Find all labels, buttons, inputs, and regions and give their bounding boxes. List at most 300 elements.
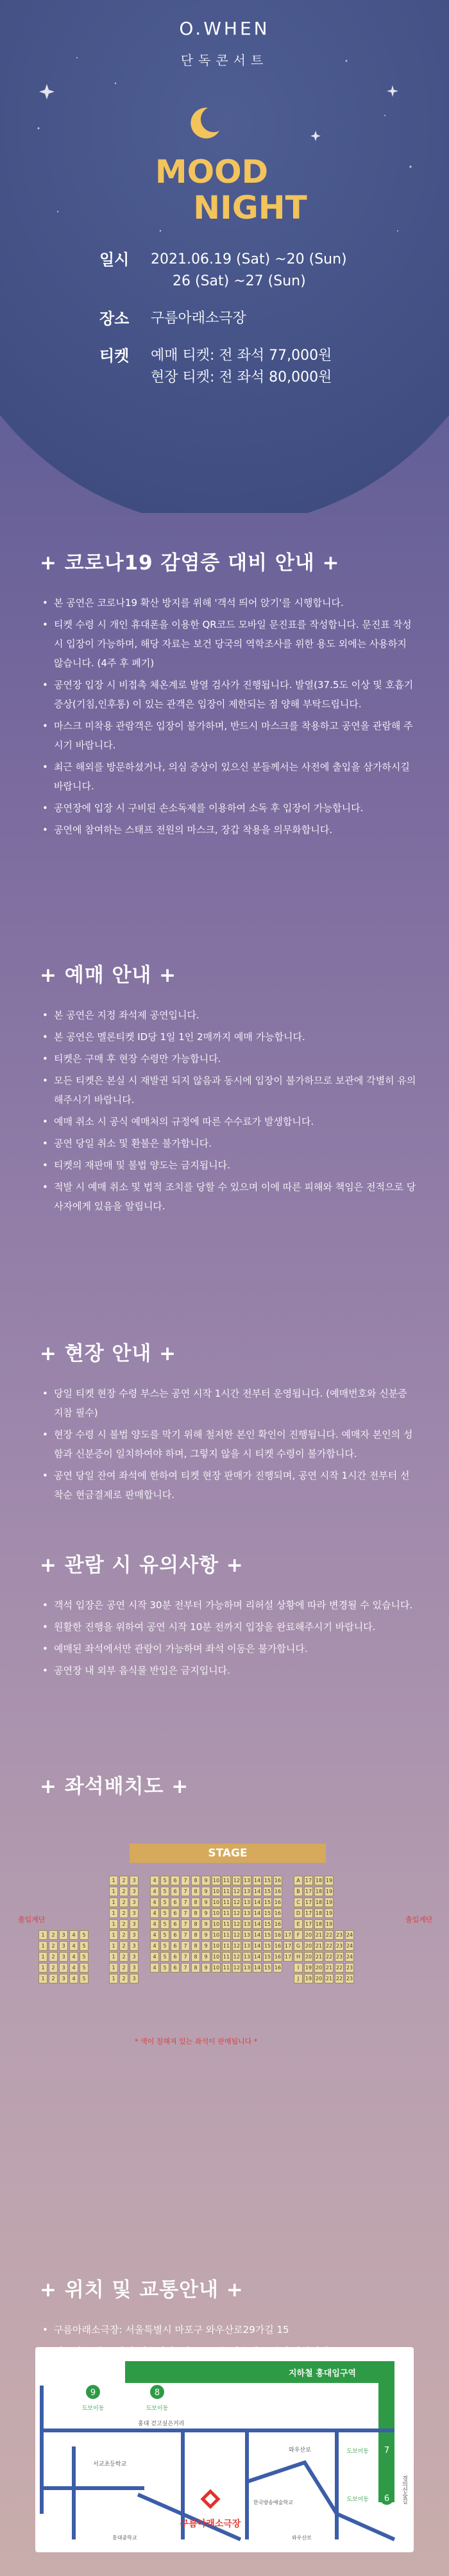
seat (140, 1919, 149, 1929)
seat: 7 (181, 1876, 190, 1885)
stage: STAGE (130, 1844, 326, 1863)
seat: 4 (150, 1898, 159, 1907)
info-value: 구름아래소극장 (151, 310, 246, 326)
seat: 6 (171, 1930, 180, 1940)
seat (284, 1963, 292, 1973)
seat: 13 (242, 1887, 251, 1896)
seat: 5 (160, 1963, 169, 1973)
seat: 17 (284, 1930, 292, 1940)
location-map (35, 2347, 414, 2552)
seat: C (294, 1898, 303, 1907)
list-item: • 예매 취소 시 공식 예매처의 규정에 따른 수수료가 발생합니다. (40, 1112, 418, 1131)
list-item: • 객석 입장은 공연 시작 30분 전부터 가능하며 리허설 상황에 따라 변경될 수 있습니다. (40, 1595, 418, 1615)
logo-line-1: MOOD (155, 153, 269, 190)
seat: 2 (49, 1930, 58, 1940)
seat: 3 (130, 1952, 139, 1962)
seat (171, 1974, 180, 1983)
seat: 6 (171, 1963, 180, 1973)
list-item: • 공연 당일 잔여 좌석에 한하여 티켓 현장 판매가 진행되며, 공연 시작 1시간 전부터 선착순 현금결제로 판매합니다. (40, 1466, 418, 1504)
seat: 19 (325, 1898, 334, 1907)
seat: 20 (314, 1974, 323, 1983)
seat: 6 (171, 1898, 180, 1907)
seat: 3 (59, 1963, 68, 1973)
seat: 16 (273, 1930, 282, 1940)
seat: 6 (171, 1952, 180, 1962)
side-label-right: 출입계단 (405, 1915, 433, 1924)
seat (284, 1919, 292, 1929)
seat: 23 (345, 1963, 354, 1973)
list-item: • 원활한 진행을 위하여 공연 시작 10분 전까지 입장을 완료해주시기 바랍니다. (40, 1617, 418, 1637)
seat: 4 (69, 1963, 78, 1973)
seat: 22 (335, 1974, 344, 1983)
side-label-left: 출입계단 (18, 1915, 46, 1924)
list-item: • 본 공연은 코로나19 확산 방지를 위해 '객석 띄어 앉기'를 시행합니다. (40, 593, 418, 612)
seat: 2 (49, 1963, 58, 1973)
seat: 7 (181, 1898, 190, 1907)
seat: 12 (232, 1930, 241, 1940)
seat: 12 (232, 1963, 241, 1973)
seat: 2 (119, 1908, 128, 1918)
seat: E (294, 1919, 303, 1929)
list-item: • 공연장에 입장 시 구비된 손소독제를 이용하여 소독 후 입장이 가능합니다. (40, 798, 418, 818)
seat: 12 (232, 1919, 241, 1929)
seat: 3 (130, 1908, 139, 1918)
exit-number: 7 (384, 2446, 390, 2455)
seat: 22 (325, 1930, 334, 1940)
seat (140, 1930, 149, 1940)
seat: 24 (345, 1952, 354, 1962)
seat: 19 (325, 1919, 334, 1929)
seat: 1 (109, 1876, 118, 1885)
seat: 10 (212, 1930, 221, 1940)
list-item: • 공연장 입장 시 비접촉 체온계로 발열 검사가 진행됩니다. 발열(37.5도 이상 및 호흡기 증상(기침,인후통) 이 있는 관객은 입장이 제한되는 점 양해 부탁드립니다. (40, 675, 418, 714)
seat (284, 1908, 292, 1918)
seat (150, 1974, 159, 1983)
seat: 20 (314, 1963, 323, 1973)
seat: 21 (325, 1974, 334, 1983)
seat (140, 1908, 149, 1918)
seat: 17 (304, 1898, 313, 1907)
seat: 4 (150, 1887, 159, 1896)
seat: 19 (325, 1908, 334, 1918)
seat: 10 (212, 1908, 221, 1918)
seat: 1 (38, 1941, 47, 1951)
seat: 13 (242, 1919, 251, 1929)
section-title: + 코로나19 감염증 대비 안내 + (40, 551, 340, 575)
seat: 5 (80, 1941, 89, 1951)
seat: 5 (80, 1974, 89, 1983)
seat: 4 (69, 1941, 78, 1951)
seat: 5 (160, 1941, 169, 1951)
seat: 13 (242, 1876, 251, 1885)
seat (232, 1974, 241, 1983)
seat: 2 (49, 1974, 58, 1983)
seat: 4 (150, 1908, 159, 1918)
seat (222, 1974, 231, 1983)
seat: 12 (232, 1887, 241, 1896)
section-covid (40, 546, 418, 842)
seat: 5 (80, 1952, 89, 1962)
seat (284, 1876, 292, 1885)
seat: 16 (273, 1952, 282, 1962)
seat: 8 (191, 1898, 200, 1907)
exit-number: 6 (384, 2494, 390, 2504)
seat: B (294, 1887, 303, 1896)
seat: 3 (59, 1974, 68, 1983)
seat: 4 (69, 1974, 78, 1983)
seat: 12 (232, 1908, 241, 1918)
seat: 6 (171, 1908, 180, 1918)
seat: D (294, 1908, 303, 1918)
seat (191, 1974, 200, 1983)
info-label: 티켓 (99, 347, 130, 365)
seat: 4 (150, 1941, 159, 1951)
seat: 16 (273, 1963, 282, 1973)
seat: 3 (130, 1876, 139, 1885)
seat: 10 (212, 1919, 221, 1929)
list-item: • 마스크 미착용 관람객은 입장이 불가하며, 반드시 마스크를 착용하고 공연을 관람해 주시기 바랍니다. (40, 716, 418, 755)
seat: 5 (80, 1930, 89, 1940)
seat: 7 (181, 1908, 190, 1918)
seat: 11 (222, 1919, 231, 1929)
seat (273, 1974, 282, 1983)
info-value: 2021.06.19 (Sat) ~20 (Sun) (151, 251, 347, 267)
seat: 12 (232, 1876, 241, 1885)
seat: F (294, 1930, 303, 1940)
seat: 8 (191, 1963, 200, 1973)
seat: 9 (201, 1952, 210, 1962)
seat: 3 (130, 1919, 139, 1929)
list-item: • 최근 해외를 방문하셨거나, 의심 증상이 있으신 분들께서는 사전에 출입을 삼가하시길 바랍니다. (40, 757, 418, 796)
seat: 10 (212, 1887, 221, 1896)
list-item: • 티켓의 재판매 및 불법 양도는 금지됩니다. (40, 1156, 418, 1175)
seat: 8 (191, 1887, 200, 1896)
seat: 5 (160, 1930, 169, 1940)
seat: 22 (335, 1963, 344, 1973)
list-item: • 티켓은 구매 후 현장 수령만 가능합니다. (40, 1049, 418, 1068)
seat: 11 (222, 1930, 231, 1940)
seat: 4 (150, 1876, 159, 1885)
list-item: • 당일 티켓 현장 수령 부스는 공연 시작 1시간 전부터 운영됩니다. (예매번호와 신분증 지참 필수) (40, 1384, 418, 1422)
header (0, 0, 449, 513)
seat (201, 1974, 210, 1983)
info-ticket (99, 345, 347, 389)
list-item: • 티켓 수령 시 개인 휴대폰을 이용한 QR코드 모바일 문진표를 작성합니다. 문진표 작성 시 입장이 가능하며, 해당 자료는 보건 당국의 역학조사를 위한 용도 외에는 사용하지 않습니다. (4주 후 폐기) (40, 615, 418, 673)
info-date (99, 249, 347, 292)
seat: 3 (130, 1974, 139, 1983)
seat: 2 (119, 1898, 128, 1907)
seat: 5 (160, 1898, 169, 1907)
seat: 1 (109, 1908, 118, 1918)
seat: 16 (273, 1898, 282, 1907)
seat: 15 (263, 1963, 272, 1973)
seat: 12 (232, 1898, 241, 1907)
seat: 13 (242, 1941, 251, 1951)
seat: 14 (253, 1919, 262, 1929)
seat (181, 1974, 190, 1983)
seat: 3 (130, 1963, 139, 1973)
seat: 8 (191, 1876, 200, 1885)
seat: 7 (181, 1887, 190, 1896)
seat: 15 (263, 1919, 272, 1929)
seat: 16 (273, 1919, 282, 1929)
seat: 3 (59, 1930, 68, 1940)
seat: 16 (273, 1908, 282, 1918)
seat: 17 (284, 1952, 292, 1962)
exit-label: 도보이동 (81, 2405, 105, 2412)
seat: 19 (325, 1887, 334, 1896)
seat: 1 (109, 1930, 118, 1940)
seat: 6 (171, 1887, 180, 1896)
seat: 15 (263, 1908, 272, 1918)
seat: 8 (191, 1941, 200, 1951)
list-item: • 적발 시 예매 취소 및 법적 조치를 당할 수 있으며 이에 따른 피해와 책임은 전적으로 당사자에게 있음을 알립니다. (40, 1177, 418, 1216)
list-item: • 공연 당일 취소 및 환불은 불가합니다. (40, 1134, 418, 1153)
info-label: 일시 (99, 251, 130, 269)
venue-label: 구름아래소극장 (180, 2519, 241, 2529)
seat: 15 (263, 1887, 272, 1896)
list-item: • 본 공연은 지정 좌석제 공연입니다. (40, 1006, 418, 1025)
seat: A (294, 1876, 303, 1885)
seat: 15 (263, 1876, 272, 1885)
seat: 14 (253, 1876, 262, 1885)
seat: 17 (304, 1887, 313, 1896)
seat: 22 (325, 1941, 334, 1951)
brand-title: O.WHEN (179, 18, 270, 39)
list-item: • 공연에 참여하는 스태프 전원의 마스크, 장갑 착용을 의무화합니다. (40, 820, 418, 839)
seat: 11 (222, 1887, 231, 1896)
seat: 2 (119, 1974, 128, 1983)
seat: 1 (109, 1898, 118, 1907)
seat: 10 (212, 1941, 221, 1951)
section-booking (40, 959, 418, 1218)
seat: 6 (171, 1876, 180, 1885)
seat: J (294, 1974, 303, 1983)
seat: 24 (345, 1930, 354, 1940)
seat: 19 (325, 1876, 334, 1885)
seat: 11 (222, 1941, 231, 1951)
seat: 1 (38, 1930, 47, 1940)
seat: 11 (222, 1908, 231, 1918)
list-item: • 현장 수령 시 불법 양도를 막기 위해 철저한 본인 확인이 진행됩니다. 예매자 본인의 성함과 신분증이 일치하여야 하며, 그렇지 않을 시 티켓 수령이 불가합니다. (40, 1425, 418, 1463)
seat: 9 (201, 1941, 210, 1951)
seat: 2 (119, 1930, 128, 1940)
seat: 8 (191, 1908, 200, 1918)
seat: 1 (109, 1887, 118, 1896)
seat: 2 (49, 1941, 58, 1951)
seat (212, 1974, 221, 1983)
seat: 5 (160, 1876, 169, 1885)
exit-number: 9 (90, 2388, 96, 2398)
section-title: + 좌석배치도 + (40, 1775, 189, 1798)
seat: 7 (181, 1941, 190, 1951)
seat: 1 (109, 1919, 118, 1929)
seat: 5 (160, 1952, 169, 1962)
seat: 24 (345, 1941, 354, 1951)
seat: 8 (191, 1930, 200, 1940)
seat: 11 (222, 1876, 231, 1885)
seat (284, 1887, 292, 1896)
logo-line-2: NIGHT (193, 189, 307, 226)
seat: 17 (304, 1876, 313, 1885)
seat: 20 (304, 1952, 313, 1962)
seat: 9 (201, 1898, 210, 1907)
seat: 19 (304, 1963, 313, 1973)
map-drawing (35, 2347, 414, 2552)
section-onsite (40, 1337, 418, 1507)
seat: 21 (314, 1941, 323, 1951)
seat: 18 (314, 1887, 323, 1896)
seating-chart (13, 1844, 436, 2055)
seat: 1 (38, 1963, 47, 1973)
seat: 9 (201, 1876, 210, 1885)
seat: 10 (212, 1876, 221, 1885)
seat: 3 (130, 1898, 139, 1907)
info-venue (99, 308, 347, 330)
place-label: 와우산로 (292, 2535, 312, 2541)
seat (253, 1974, 262, 1983)
seat: 3 (130, 1941, 139, 1951)
seat: 20 (304, 1941, 313, 1951)
seat (263, 1974, 272, 1983)
seat: 3 (59, 1952, 68, 1962)
section-title: + 예매 안내 + (40, 964, 177, 987)
list-item: • 모든 티켓은 본실 시 재발권 되지 않음과 동시에 입장이 불가하므로 보관에 각별히 유의해주시기 바랍니다. (40, 1071, 418, 1109)
seat: 18 (314, 1898, 323, 1907)
seat: 5 (160, 1887, 169, 1896)
seat: 15 (263, 1952, 272, 1962)
seat: 19 (304, 1974, 313, 1983)
seat: 17 (304, 1908, 313, 1918)
seat (284, 1974, 292, 1983)
seat: 2 (119, 1887, 128, 1896)
section-title: + 현장 안내 + (40, 1342, 177, 1365)
info-label: 장소 (99, 310, 130, 328)
section-notice (40, 1549, 418, 1683)
seat: 4 (150, 1952, 159, 1962)
seat: 1 (109, 1974, 118, 1983)
seating-note: * 색이 칠해져 있는 좌석이 판매됩니다 * (135, 2037, 258, 2046)
list-item: • 본 공연은 멜론티켓 ID당 1일 1인 2매까지 예매 가능합니다. (40, 1027, 418, 1047)
seat: 10 (212, 1963, 221, 1973)
seat: 9 (201, 1963, 210, 1973)
seat: 6 (171, 1941, 180, 1951)
seat: 14 (253, 1898, 262, 1907)
seat: I (294, 1963, 303, 1973)
seat (140, 1941, 149, 1951)
seat: 16 (273, 1887, 282, 1896)
seat: 23 (345, 1974, 354, 1983)
seat: 22 (325, 1952, 334, 1962)
seat: 2 (119, 1919, 128, 1929)
seat: 4 (150, 1963, 159, 1973)
seat: 10 (212, 1952, 221, 1962)
seat: 1 (109, 1952, 118, 1962)
seat: 14 (253, 1952, 262, 1962)
seat: 2 (49, 1952, 58, 1962)
seat: 15 (263, 1941, 272, 1951)
seat: 17 (284, 1941, 292, 1951)
seat: 8 (191, 1952, 200, 1962)
seat: G (294, 1941, 303, 1951)
seat: 1 (109, 1941, 118, 1951)
seat: 3 (130, 1930, 139, 1940)
seat: 21 (325, 1963, 334, 1973)
seat: 1 (38, 1952, 47, 1962)
subway-label: 지하철 홍대입구역 (289, 2369, 356, 2378)
seat: 9 (201, 1919, 210, 1929)
seat: 9 (201, 1887, 210, 1896)
place-label: 홍대중학교 (112, 2535, 137, 2541)
section-title: + 위치 및 교통안내 + (40, 2278, 244, 2302)
seat: 5 (160, 1919, 169, 1929)
seat: 14 (253, 1930, 262, 1940)
seat: 13 (242, 1930, 251, 1940)
seat: 9 (201, 1908, 210, 1918)
seat: 13 (242, 1963, 251, 1973)
seat: 1 (109, 1963, 118, 1973)
seat: 1 (38, 1974, 47, 1983)
seat: 14 (253, 1941, 262, 1951)
seat: 4 (150, 1919, 159, 1929)
seat: 11 (222, 1963, 231, 1973)
seat: 14 (253, 1887, 262, 1896)
seat: 14 (253, 1963, 262, 1973)
section-seating (40, 1770, 418, 1817)
seat (284, 1898, 292, 1907)
exit-label: 도보이동 (346, 2496, 369, 2503)
seat: 14 (253, 1908, 262, 1918)
exit-number: 8 (154, 2388, 160, 2398)
seat: 13 (242, 1908, 251, 1918)
place-label: 홍대 걷고싶은거리 (138, 2421, 185, 2427)
seat: 3 (59, 1941, 68, 1951)
place-label: 서교초등학교 (93, 2461, 127, 2468)
seat: 13 (242, 1898, 251, 1907)
seat: 18 (314, 1908, 323, 1918)
seat (242, 1974, 251, 1983)
seat: 3 (130, 1887, 139, 1896)
seat: 18 (314, 1876, 323, 1885)
seat: 23 (335, 1941, 344, 1951)
seat: 15 (263, 1898, 272, 1907)
seat (160, 1974, 169, 1983)
seat: 11 (222, 1952, 231, 1962)
event-info (99, 249, 347, 400)
list-item: • 구름아래소극장: 서울특별시 마포구 와우산로29가길 15 (40, 2320, 418, 2339)
seat: 7 (181, 1919, 190, 1929)
exit-label: 도보이동 (146, 2405, 169, 2412)
seat: 4 (150, 1930, 159, 1940)
seat: 21 (314, 1952, 323, 1962)
seat: 4 (69, 1952, 78, 1962)
seat: 5 (80, 1963, 89, 1973)
seat: 18 (314, 1919, 323, 1929)
seat (140, 1952, 149, 1962)
concert-subtitle: 단독콘서트 (180, 53, 269, 68)
seat: 7 (181, 1952, 190, 1962)
place-label: 경의선숲길 (401, 2475, 407, 2504)
seat: H (294, 1952, 303, 1962)
seat (140, 1876, 149, 1885)
seat: 16 (273, 1941, 282, 1951)
info-value: 26 (Sat) ~27 (Sun) (173, 273, 306, 289)
seat: 15 (263, 1930, 272, 1940)
place-label: 한국방송예술학교 (253, 2500, 293, 2505)
seat: 2 (119, 1952, 128, 1962)
seat: 21 (314, 1930, 323, 1940)
seat: 5 (160, 1908, 169, 1918)
